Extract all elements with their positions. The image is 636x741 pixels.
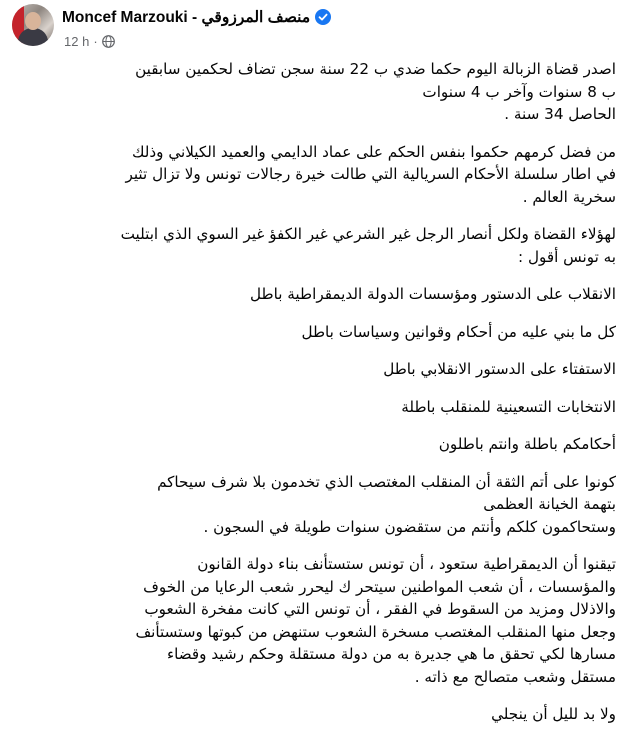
post-text-line: اصدر قضاة الزبالة اليوم حكما ضدي ب 22 سنة سجن تضاف لحكمين سابقين (135, 60, 616, 78)
meta-separator: · (93, 33, 98, 49)
post-text-line: الانقلاب على الدستور ومؤسسات الدولة الديمقراطية باطل (250, 285, 616, 303)
author-name[interactable]: Moncef Marzouki - منصف المرزوقي (62, 8, 311, 26)
post-text-line: مستقل وشعب متصالح مع ذاته . (414, 667, 616, 686)
post-text-line: الاستفتاء على الدستور الانقلابي باطل (383, 360, 616, 378)
post-text-line: تيقنوا أن الديمقراطية ستعود ، أن تونس ستستأنف بناء دولة القانون (197, 555, 616, 573)
post-text-line: وستحاكمون كلكم وأنتم من ستقضون سنوات طويلة في السجون . (203, 517, 616, 536)
post-meta (64, 32, 115, 50)
avatar[interactable] (12, 4, 54, 46)
post-text-line: ولا بد لليل أن ينجلي (491, 705, 616, 723)
post-timestamp[interactable]: 12 h (64, 33, 90, 49)
post-paragraph (14, 321, 616, 344)
avatar-face (25, 12, 41, 30)
post-text-line: لهؤلاء القضاة ولكل أنصار الرجل غير الشرعي غير الكفؤ غير السوي الذي ابتليت (120, 225, 616, 243)
post-text-line: كل ما بني عليه من أحكام وقوانين وسياسات باطل (301, 322, 616, 341)
post-paragraph (14, 396, 616, 419)
globe-icon (102, 35, 115, 48)
post-text-line: الانتخابات التسعينية للمنقلب باطلة (401, 397, 616, 416)
post-paragraph (14, 703, 616, 726)
post-paragraph (14, 283, 616, 306)
post-paragraph (14, 433, 616, 456)
verified-badge-icon (315, 9, 331, 25)
post-header (0, 0, 636, 60)
post-text-line: به تونس أقول : (518, 247, 616, 266)
post-text-line: ب 8 سنوات وآخر ب 4 سنوات (422, 82, 616, 101)
post-text-line: من فضل كرمهم حكموا بنفس الحكم على عماد الدايمي والعميد الكيلاني وذلك (131, 142, 616, 161)
post-text-line: والمؤسسات ، أن شعب المواطنين سيتحر ك ليحرر شعب الرعايا من الخوف (143, 577, 616, 596)
post-text-line: وجعل منها المنقلب المغتصب مسخرة الشعوب ستنهض من كبوتها وستستأنف (135, 622, 616, 641)
post-paragraph (14, 553, 616, 688)
post-paragraph (14, 358, 616, 381)
post-text-line: الحاصل 34 سنة . (504, 105, 616, 123)
post-text-line: كونوا على أتم الثقة أن المنقلب المغتصب الذي تخدمون بلا شرف سيحاكم (157, 472, 616, 491)
post-paragraph (14, 141, 616, 209)
post-text-line: أحكامكم باطلة وانتم باطلون (438, 435, 616, 453)
post-text-line: مسارها لكي تحقق ما هي جديرة به من دولة مستقلة وحكم رشيد وقضاء (166, 645, 616, 663)
post-paragraph (14, 471, 616, 539)
post-text-line: سخرية العالم . (522, 187, 616, 206)
post-text-line: في اطار سلسلة الأحكام السريالية التي طالت خيرة رجالات تونس ولا تزال تثير (125, 165, 616, 183)
post-paragraph (14, 58, 616, 126)
author-name-row (62, 6, 331, 28)
post-text-line: والاذلال ومزيد من السقوط في الفقر ، أن تونس التي كانت مفخرة الشعوب (144, 600, 616, 618)
post-body (14, 58, 616, 741)
post-text-line: بتهمة الخيانة العظمى (483, 495, 616, 513)
avatar-suit (18, 28, 48, 46)
post-paragraph (14, 223, 616, 268)
